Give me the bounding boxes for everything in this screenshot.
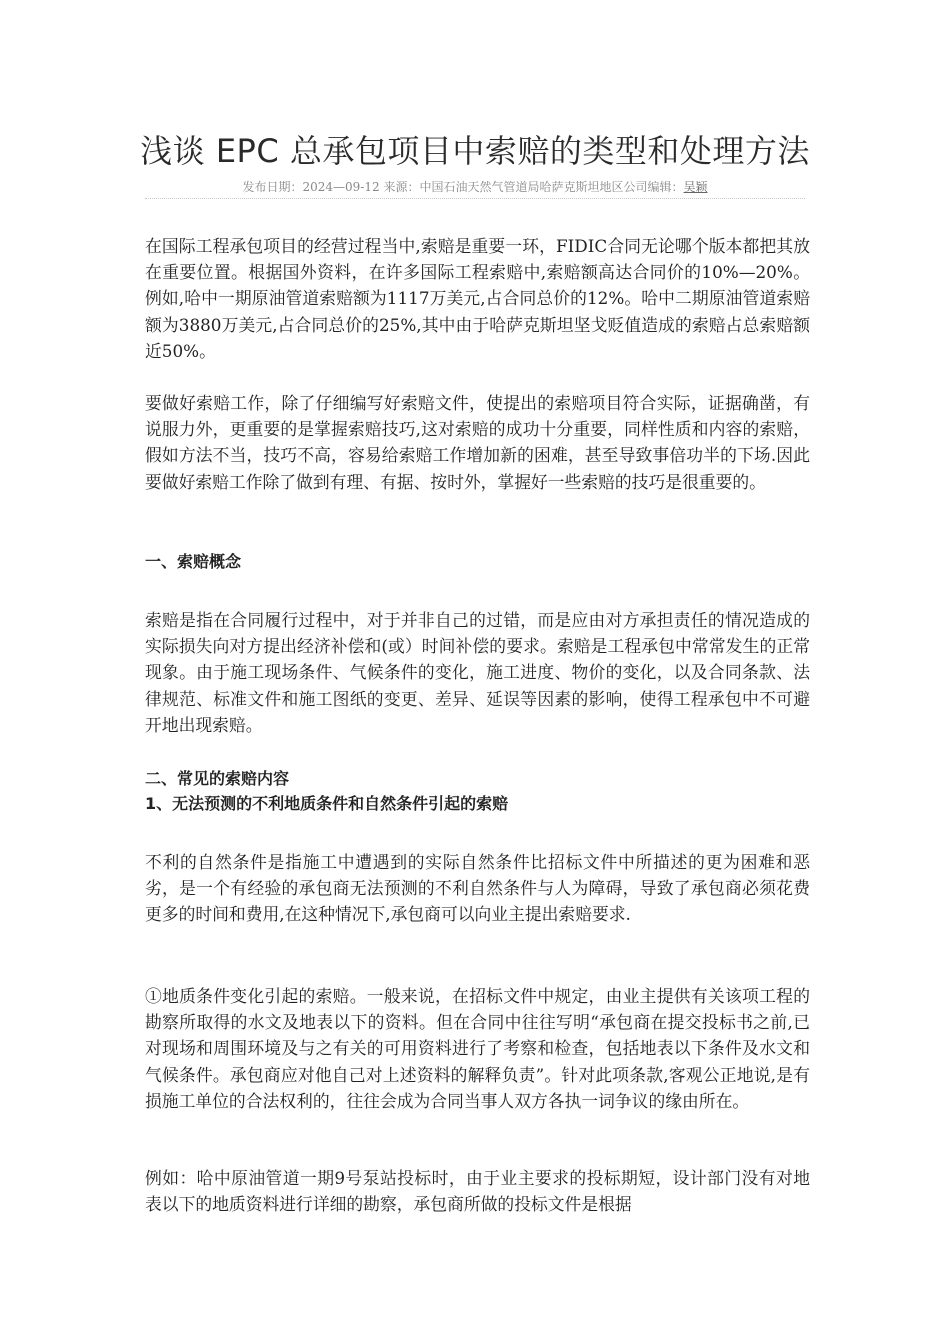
editor-link[interactable]: 吴颖 — [683, 180, 708, 194]
paragraph-claim-concept: 索赔是指在合同履行过程中，对于并非自己的过错，而是应由对方承担责任的情况造成的实际损失向对方提出经济补偿和(或）时间补偿的要求。索赔是工程承包中常常发生的正常现象。由于施工现场条件、气候条件的变化，施工进度、物价的变化，以及合同条款、法律规范、标准文件和施工图纸的变更、差异、延误等因素的影响，使得工程承包中不可避开地出现索赔。 — [145, 610, 810, 735]
paragraph-natural-conditions: 不利的自然条件是指施工中遭遇到的实际自然条件比招标文件中所描述的更为困难和恶劣，是一个有经验的承包商无法预测的不利自然条件与人为障碍，导致了承包商必须花费更多的时间和费用,在这种情况下,承包商可以向业主提出索赔要求. — [145, 852, 810, 925]
section-heading-concept: 一、索赔概念 — [145, 552, 242, 571]
subsection-heading-geology: 1、无法预测的不利地质条件和自然条件引起的索赔 — [145, 794, 509, 813]
paragraph-geology-claim: ①地质条件变化引起的索赔。一般来说，在招标文件中规定，由业主提供有关该项工程的勘察所取得的水文及地表以下的资料。但在合同中往往写明“承包商在提交投标书之前,已对现场和周围环境及与之有关的可用资料进行了考察和检查，包括地表以下条件及水文和气候条件。承包商应对他自己对上述资料的解释负责”。针对此项条款,客观公正地说,是有损施工单位的合法权利的，往往会成为合同当事人双方各执一词争议的缘由所在。 — [145, 986, 810, 1111]
meta-divider — [145, 198, 805, 199]
paragraph-claim-skills: 要做好索赔工作，除了仔细编写好索赔文件，使提出的索赔项目符合实际，证据确凿，有说服力外，更重要的是掌握索赔技巧,这对索赔的成功十分重要，同样性质和内容的索赔，假如方法不当，技巧不高，容易给索赔工作增加新的困难，甚至导致事倍功半的下场.因此要做好索赔工作除了做到有理、有据、按时外，掌握好一些索赔的技巧是很重要的。 — [145, 393, 810, 492]
editor-label: 编辑： — [647, 180, 684, 194]
article-meta — [145, 178, 805, 196]
article-title: 浅谈 EPC 总承包项目中索赔的类型和处理方法 — [140, 132, 810, 170]
publish-date: 2024—09-12 — [302, 180, 380, 194]
source-name: 中国石油天然气管道局哈萨克斯坦地区公司 — [419, 180, 648, 194]
date-label: 发布日期： — [242, 180, 303, 194]
paragraph-example: 例如：哈中原油管道一期9号泵站投标时，由于业主要求的投标期短，设计部门没有对地表以下的地质资料进行详细的勘察，承包商所做的投标文件是根据 — [145, 1168, 810, 1215]
source-label: 来源： — [379, 180, 420, 194]
paragraph-intro: 在国际工程承包项目的经营过程当中,索赔是重要一环，FIDIC合同无论哪个版本都把其放在重要位置。根据国外资料，在许多国际工程索赔中,索赔额高达合同价的10%—20%。例如,哈中一期原油管道索赔额为1117万美元,占合同总价的12%。哈中二期原油管道索赔额为3880万美元,占合同总价的25%,其中由于哈萨克斯坦坚戈贬值造成的索赔占总索赔额近50%。 — [145, 236, 810, 361]
section-heading-common-claims: 二、常见的索赔内容 — [145, 769, 290, 788]
